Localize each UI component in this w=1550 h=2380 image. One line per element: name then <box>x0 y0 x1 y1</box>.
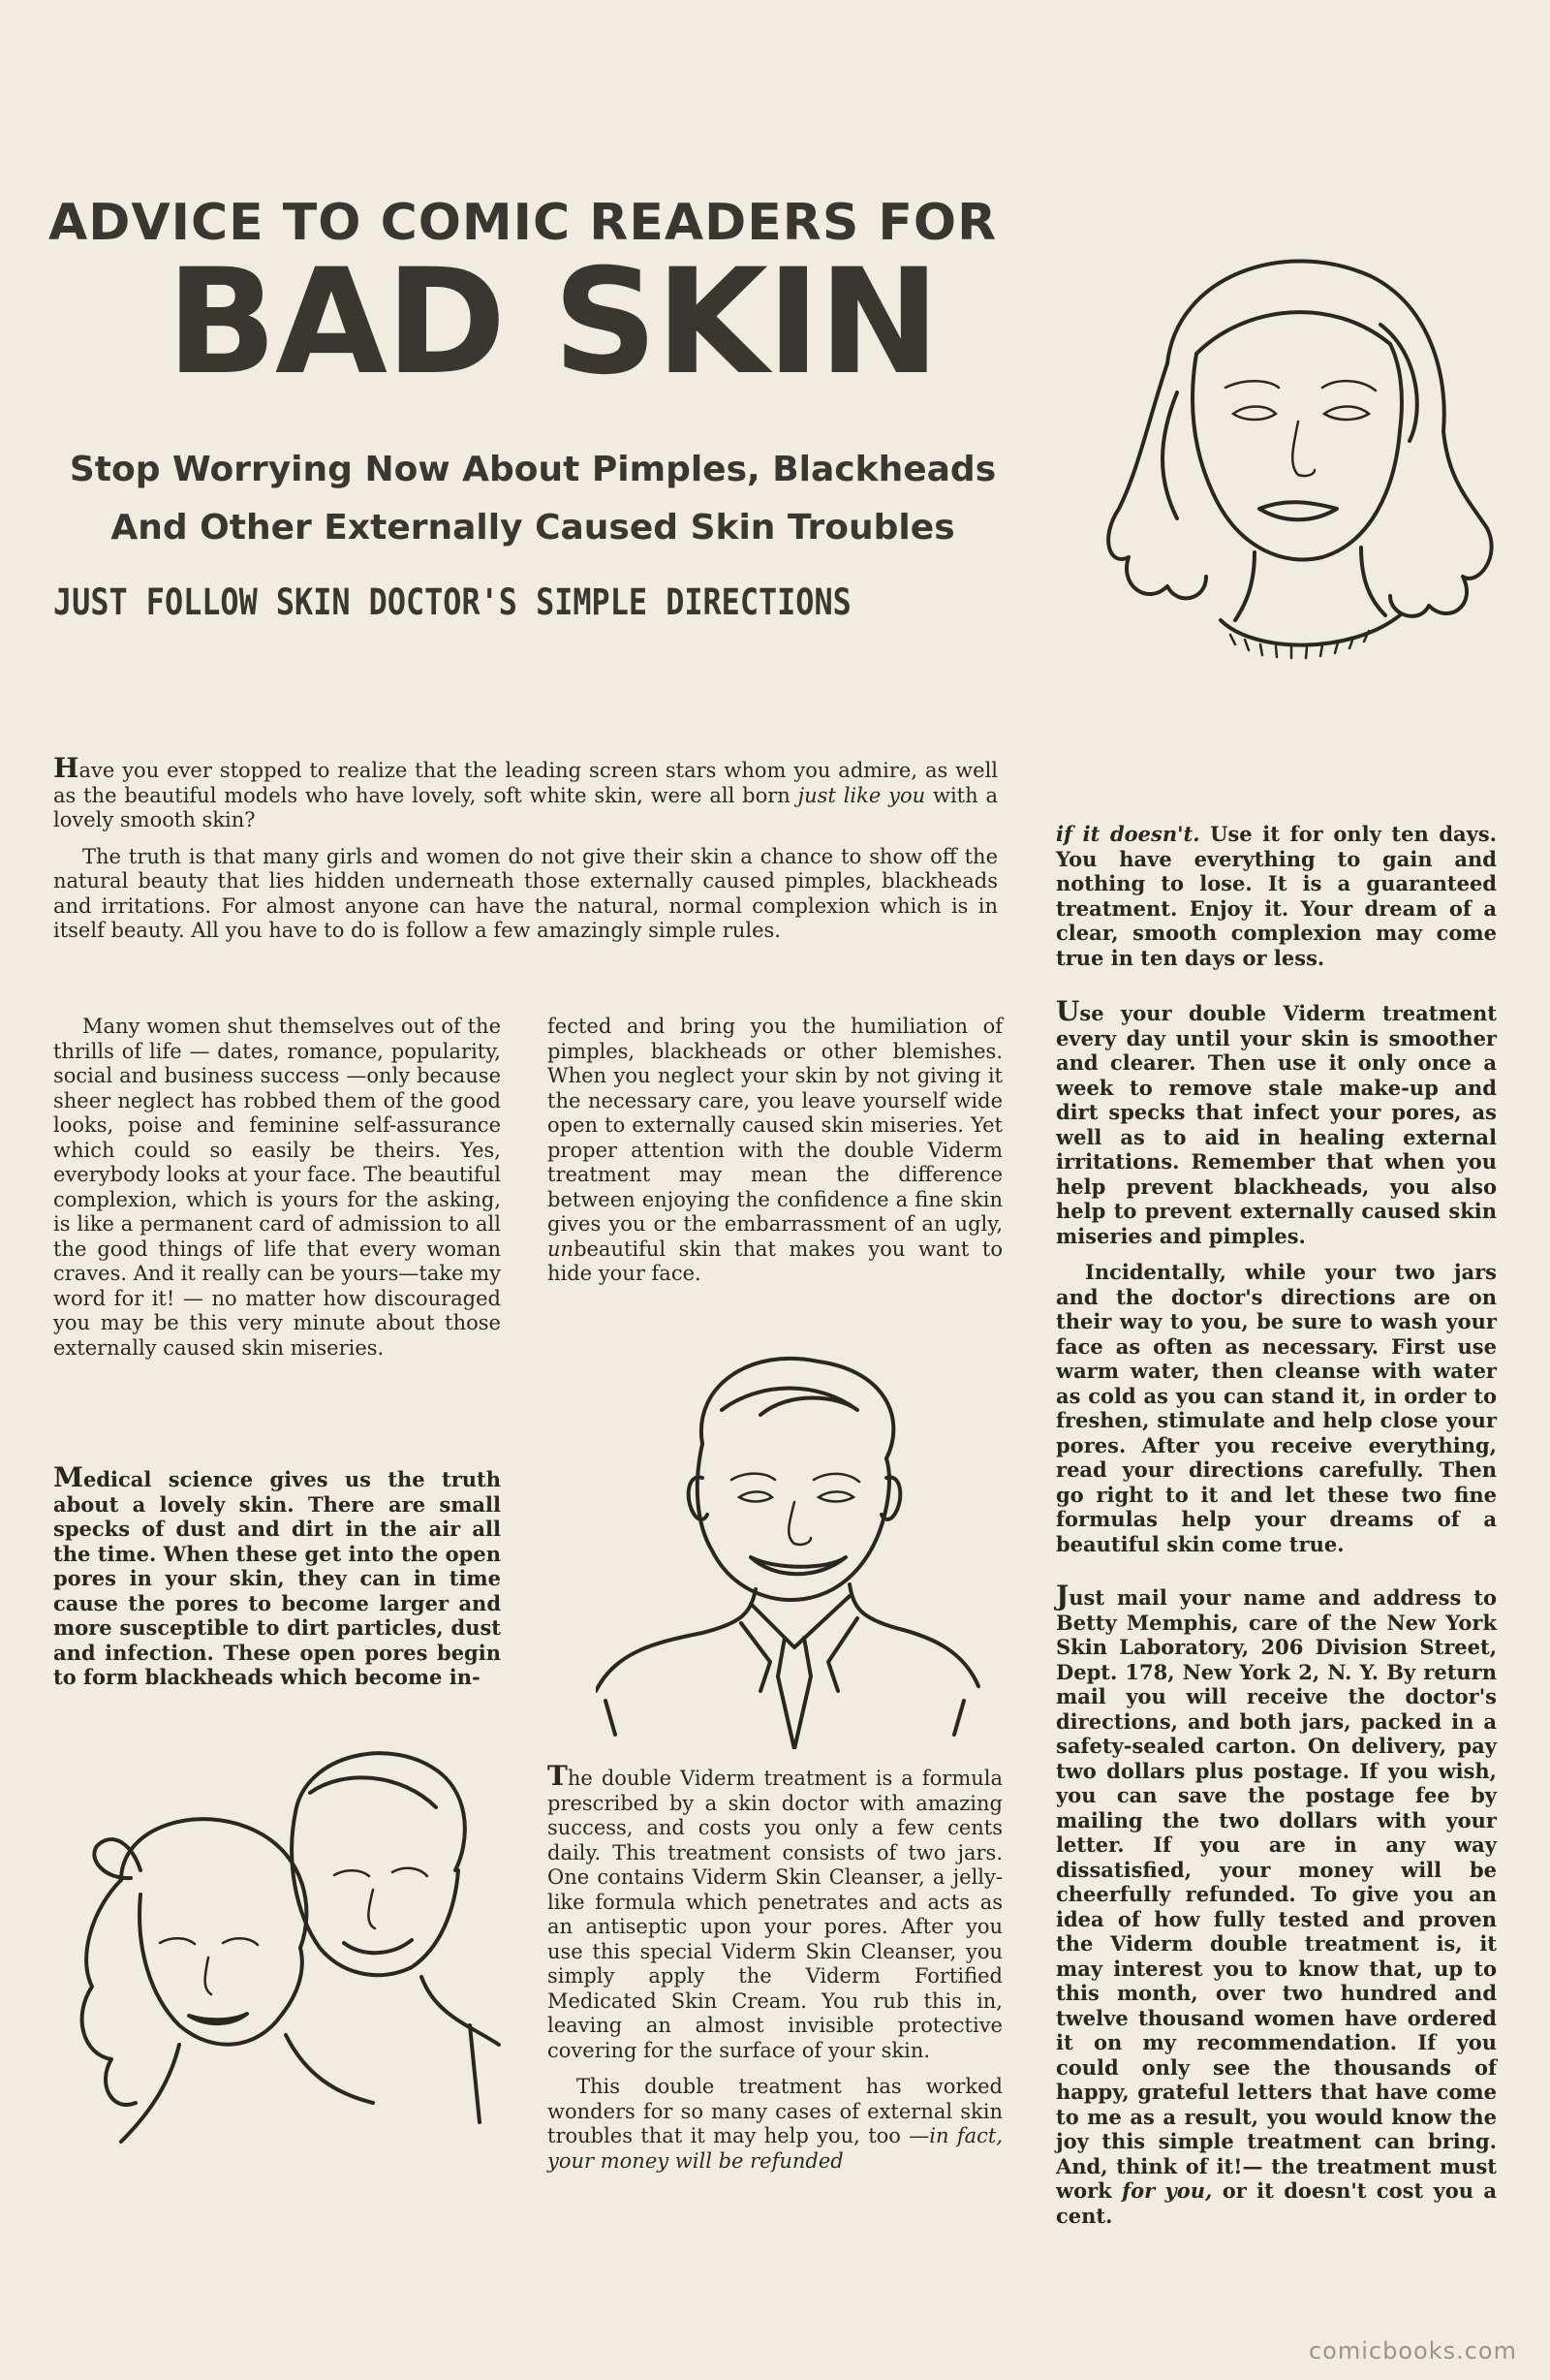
col2-p1-text: fected and bring you the humiliation of pimples, blackheads or other blemishes. When you neglect your skin by not giving it the necessary care, you leave yourself wide open to externally caused skin miseries. Yet proper attention with the double Viderm treatment may mean the difference between enjoying the confidence a fine skin gives you or the embarrassment of an ugly, <box>547 1015 1003 1236</box>
col2-paragraph-1 <box>547 1015 1003 1287</box>
col3-p4-text: ust mail your name and address to Betty Memphis, care of the New York Skin Laboratory, 206 Division Street, Dept. 178, New York 2, N. Y. By return mail you will receive the doctor's directions, and both jars, packed in a safety-sealed carton. On delivery, pay two dollars plus postage. If you wish, you can save the postage fee by mailing the two dollars with your letter. If you are in any way dissatisfied, your money will be cheerfully refunded. To give you an idea of how fully tested and proven the Viderm double treatment is, it may interest you to know that, up to this month, over two hundred and twelve thousand women have ordered it on my recommendation. If you could only see the thousands of happy, grateful letters that have come to me as a result, you would know the joy this simple treatment can bring. And, think of it!— the treatment must work <box>1056 1585 1497 2203</box>
directions-headline: JUST FOLLOW SKIN DOCTOR'S SIMPLE DIRECTIONS <box>53 581 852 623</box>
col1-paragraph-1: Many women shut themselves out of the thrills of life — dates, romance, popularity, social and business success —only because sheer neglect has robbed them of the good looks, poise and feminine self-assurance which could so easily be theirs. Yes, everybody looks at your face. The beautiful complexion, which is yours for the asking, is like a permanent card of admission to all the good things of life that every woman craves. And it really can be yours—take my word for it! — no matter how discouraged you may be this very minute about those externally caused skin miseries. <box>53 1015 501 1360</box>
column-2-lower-text <box>547 1760 1003 2174</box>
man-portrait <box>596 1342 983 1749</box>
intro-text <box>53 752 998 944</box>
woman-portrait <box>1061 237 1516 693</box>
col3-p4-text-end: or it doesn't cost you a cent. <box>1056 2178 1497 2228</box>
col3-paragraph-1 <box>1056 822 1497 970</box>
col2-paragraph-3 <box>547 2075 1003 2174</box>
subheadline <box>48 441 1017 557</box>
column-1-text <box>53 1015 501 1361</box>
drop-cap-t: T <box>547 1760 568 1792</box>
column-2-text <box>547 1015 1003 1287</box>
col3-p1-emphasis: if it doesn't. <box>1056 822 1200 846</box>
col3-p1-text: Use it for only ten days. You have everything to gain and nothing to lose. It is a guaranteed treatment. Enjoy it. Your dream of a clear, smooth complexion may come true in ten days or less. <box>1056 822 1497 970</box>
subheadline-line-2: And Other Externally Caused Skin Troubles <box>110 508 955 548</box>
intro-p1-text: ave you ever stopped to realize that the leading screen stars whom you admire, as well as the beautiful models who have lovely, soft white skin, were all born <box>53 759 998 807</box>
col3-paragraph-3: Incidentally, while your two jars and the doctor's directions are on their way to you, be sure to wash your face as often as necessary. First use warm water, then cleanse with water as cold as you can stand it, in order to freshen, stimulate and help close your pores. After you receive everything, read your directions carefully. Then go right to it and let these two fine formulas help your dreams of a beautiful skin come true. <box>1056 1260 1497 1556</box>
couple-portrait <box>53 1735 509 2161</box>
headline-bad-skin: BAD SKIN <box>166 238 939 407</box>
col1-paragraph-2 <box>53 1461 501 1690</box>
col2-p2-text: he double Viderm treatment is a formula prescribed by a skin doctor with amazing success, and costs you only a few cents daily. This treatment consists of two jars. One contains Viderm Skin Cleanser, a jelly-like formula which penetrates and acts as an antiseptic upon your pores. After you use this special Viderm Skin Cleanser, you simply apply the Viderm Fortified Medicated Skin Cream. You rub this in, leaving an almost invisible protective covering for the surface of your skin. <box>547 1767 1003 2062</box>
col2-paragraph-2 <box>547 1760 1003 2063</box>
drop-cap-h: H <box>53 752 79 784</box>
intro-p1-emphasis: just like you <box>797 783 926 807</box>
col2-p3-emphasis: —in fact, your money will be refunded <box>547 2124 1003 2173</box>
column-1-bold-text <box>53 1461 501 1690</box>
subheadline-line-1: Stop Worrying Now About Pimples, Blackheads <box>69 450 997 489</box>
col2-p1-text-end: beautiful skin that makes you want to hide your face. <box>547 1237 1003 1285</box>
intro-paragraph-2: The truth is that many girls and women do not give their skin a chance to show off the natural beauty that lies hidden underneath those externally caused pimples, blackheads and irritations. For almost anyone can have the natural, normal complexion which is in itself beauty. All you have to do is follow a few amazingly simple rules. <box>53 844 998 942</box>
intro-p1-text-end: with a lovely smooth skin? <box>53 783 998 831</box>
col2-p3-text: This double treatment has worked wonders for so many cases of external skin troubles that it may help you, too <box>547 2075 1003 2147</box>
headline-advice: ADVICE TO COMIC READERS FOR <box>48 194 998 252</box>
col2-p1-emphasis: un <box>547 1237 574 1261</box>
drop-cap-j: J <box>1056 1580 1070 1612</box>
drop-cap-u: U <box>1056 995 1080 1027</box>
watermark: comicbooks.com <box>1308 2337 1517 2364</box>
intro-paragraph-1 <box>53 752 998 833</box>
col1-p2-text: edical science gives us the truth about a lovely skin. There are small specks of dust and dirt in the air all the time. When these get into the open pores in your skin, they can in time cause the pores to become larger and more susceptible to dirt particles, dust and infection. These open pores begin to form blackheads which become in- <box>53 1467 501 1689</box>
col3-p2-text: se your double Viderm treatment every day until your skin is smoother and clearer. Then use it only once a week to remove stale make-up and dirt specks that infect your pores, as well as to aid in healing external irritations. Remember that when you help prevent blackheads, you also help to prevent externally caused skin miseries and pimples. <box>1056 1001 1497 1248</box>
col3-paragraph-4 <box>1056 1580 1497 2228</box>
drop-cap-m: M <box>53 1461 83 1493</box>
column-3-text <box>1056 822 1497 2228</box>
col3-paragraph-2 <box>1056 995 1497 1248</box>
col3-p4-emphasis: for you, <box>1122 2178 1213 2203</box>
